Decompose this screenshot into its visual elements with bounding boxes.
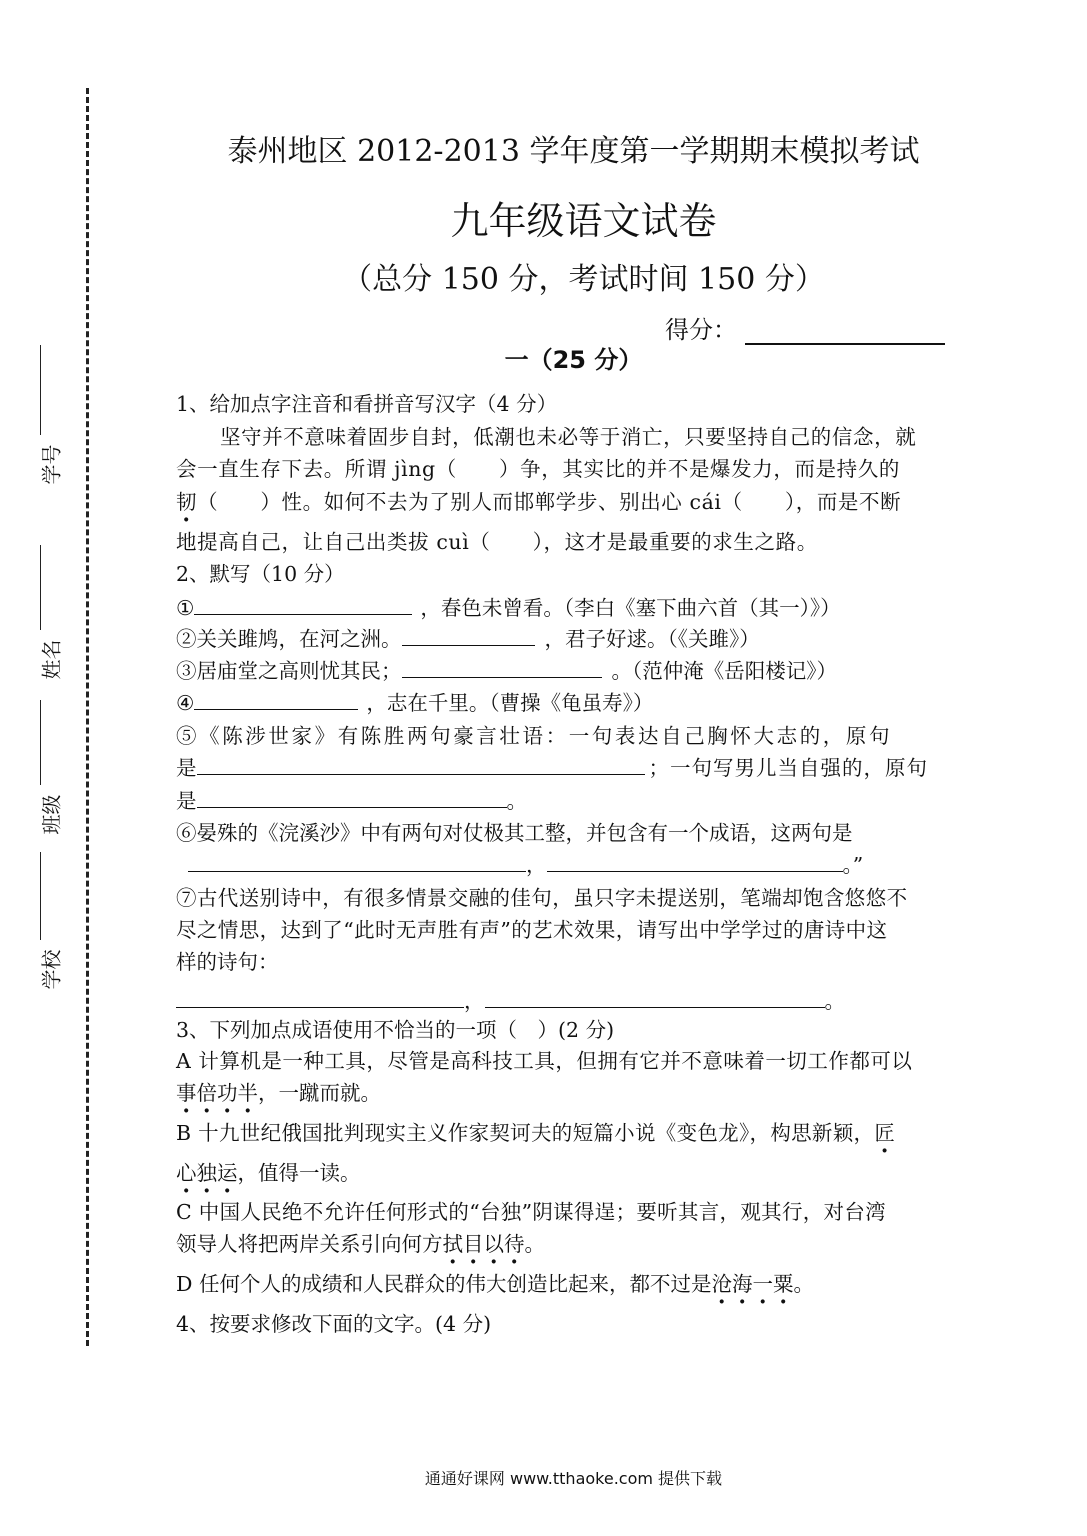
class-blank [40, 700, 41, 785]
q3-option-c-end: 。 [524, 1232, 545, 1256]
q1-line-3-text: （ ）性。如何不去为了别人而邯郸学步、别出心 cái（ ），而是不断 [197, 490, 902, 514]
q2-item-1-blank[interactable] [194, 594, 412, 615]
section-one-heading: 一（25 分） [504, 346, 643, 374]
q2-item-7-blank-2[interactable] [485, 987, 825, 1008]
q2-item-4 [176, 686, 653, 716]
dotted-char: 待 [504, 1232, 525, 1256]
q2-item-6-end: 。” [842, 853, 864, 877]
q3-option-c-text: 领导人将把两岸关系引向何方 [176, 1232, 443, 1256]
q1-line-3 [176, 485, 901, 515]
q3-option-b-text: B 十九世纪俄国批判现实主义作家契诃夫的短篇小说《变色龙》，构思新颖， [176, 1121, 875, 1145]
q1-line-2: 会一直生存下去。所谓 jìng（ ）争，其实比的并不是爆发力，而是持久的 [176, 457, 900, 481]
q2-item-5-blank-1[interactable] [197, 754, 645, 775]
q2-item-5-blank-2[interactable] [197, 787, 507, 808]
q3-option-a-rest: ，一蹴而就。 [258, 1081, 381, 1105]
dotted-char: 心 [176, 1161, 197, 1185]
q3-option-b-rest: ，值得一读。 [237, 1161, 361, 1185]
q2-item-3-blank[interactable] [402, 657, 602, 678]
q3-option-a-line-2 [176, 1076, 381, 1106]
dotted-char: 沧 [711, 1272, 732, 1296]
q2-item-3-text-a: ③居庙堂之高则忧其民； [176, 659, 402, 683]
dotted-char: 拭 [442, 1232, 463, 1256]
q2-item-1-num: ① [176, 596, 195, 620]
q3-option-c-idiom [443, 1232, 525, 1256]
exam-main-title: 泰州地区 2012-2013 学年度第一学期期末模拟考试 [227, 134, 920, 169]
q2-item-2-blank[interactable] [402, 625, 535, 646]
q2-item-2 [176, 622, 760, 652]
q2-item-5-shi-1: 是 [176, 756, 197, 780]
q2-item-1-text: ，春色未曾看。（李白《塞下曲六首（其一）》） [420, 596, 841, 620]
dotted-char: 半 [237, 1081, 258, 1105]
q2-title: 2、默写（10 分） [176, 562, 345, 586]
dotted-char: 以 [483, 1232, 504, 1256]
q3-option-b-line-2 [176, 1156, 361, 1186]
q2-item-4-text: ，志在千里。（曹操《龟虽寿》） [366, 691, 654, 715]
q1-line-1: 坚守并不意味着固步自封，低潮也未必等于消亡，只要坚持自己的信念，就 [220, 425, 917, 449]
school-label: 学校 [39, 949, 64, 990]
q2-item-6-line-2 [188, 848, 863, 878]
q2-item-5-line-3 [176, 784, 527, 814]
dotted-char: 目 [463, 1232, 484, 1256]
q1-title: 1、给加点字注音和看拼音写汉字（4 分） [176, 392, 558, 416]
q2-item-6-blank-1[interactable] [188, 851, 526, 872]
q3-option-a-line-1: A 计算机是一种工具，尽管是高科技工具，但拥有它并不意味着一切工作都可以 [176, 1049, 913, 1073]
student-number-label: 学号 [39, 444, 64, 485]
q2-item-6-comma: ， [526, 853, 547, 877]
footer-source: 通通好课网 www.tthaoke.com 提供下载 [424, 1469, 723, 1488]
dotted-char: 倍 [196, 1081, 217, 1105]
name-label: 姓名 [39, 639, 64, 680]
q3-option-a-idiom [176, 1081, 258, 1105]
dotted-char: 一 [752, 1272, 773, 1296]
q3-option-c-line-1: C 中国人民绝不允许任何形式的“台独”阴谋得逞；要听其言，观其行，对台湾 [176, 1200, 886, 1224]
q2-item-3 [176, 654, 837, 684]
q2-item-3-text-b: 。（范仲淹《岳阳楼记》） [611, 659, 837, 683]
q2-item-5-period: 。 [506, 789, 527, 813]
q2-item-5-line-1: ⑤《陈涉世家》有陈胜两句豪言壮语：一句表达自己胸怀大志的，原句 [176, 724, 893, 748]
q2-item-7-end: 。 [824, 989, 845, 1013]
q2-item-7-blank-1[interactable] [176, 987, 464, 1008]
q1-dotted-char: 韧 [176, 490, 198, 514]
q2-item-5-shi-2: 是 [176, 789, 197, 813]
q3-option-d-idiom [711, 1272, 793, 1296]
name-blank [40, 545, 41, 630]
class-label: 班级 [39, 794, 64, 835]
q3-option-d-text: D 任何个人的成绩和人民群众的伟大创造比起来，都不过是 [176, 1272, 712, 1296]
q2-item-5-line-2 [176, 751, 928, 781]
q2-item-7-line-4 [176, 984, 845, 1014]
school-blank [40, 852, 41, 940]
q2-item-4-blank[interactable] [194, 689, 358, 710]
q2-item-7-comma: ， [464, 989, 485, 1013]
q2-item-7-line-1: ⑦古代送别诗中，有很多情景交融的佳句，虽只字未提送别，笔端却饱含悠悠不 [176, 886, 908, 910]
dotted-char: 运 [217, 1161, 238, 1185]
q2-item-6-blank-2[interactable] [547, 851, 843, 872]
exam-sub-title: 九年级语文试卷 [450, 199, 717, 243]
score-label: 得分： [665, 316, 737, 344]
q4-title: 4、按要求修改下面的文字。(4 分) [176, 1312, 492, 1336]
q3-option-d-end: 。 [793, 1272, 814, 1296]
q3-option-b-line-1 [176, 1116, 895, 1146]
q2-item-7-line-2: 尽之情思，达到了“此时无声胜有声”的艺术效果，请写出中学学过的唐诗中这 [176, 918, 888, 942]
dotted-char: 独 [196, 1161, 217, 1185]
dotted-char: 粟 [772, 1272, 794, 1296]
q2-item-2-text-a: ②关关雎鸠，在河之洲。 [176, 627, 402, 651]
q3-title: 3、下列加点成语使用不恰当的一项（ ）(2 分) [176, 1018, 615, 1042]
q3-option-b-idiom [176, 1161, 238, 1185]
q2-item-6-line-1: ⑥晏殊的《浣溪沙》中有两句对仗极其工整，并包含有一个成语，这两句是 [176, 821, 853, 845]
q2-item-1 [176, 591, 841, 621]
q2-item-7-line-3: 样的诗句： [176, 950, 279, 974]
q2-item-5-text-b: ；一句写男儿当自强的，原句 [648, 756, 928, 780]
dotted-char: 海 [731, 1272, 753, 1296]
q3-option-d-line-1 [176, 1267, 814, 1297]
q3-option-c-line-2 [176, 1227, 545, 1257]
q2-item-4-num: ④ [176, 691, 195, 715]
exam-info: （总分 150 分，考试时间 150 分） [342, 262, 825, 297]
q2-item-2-text-b: ，君子好逑。（《关雎》） [544, 627, 760, 651]
dotted-char: 事 [176, 1081, 197, 1105]
q3-option-b-dotted-char: 匠 [874, 1121, 895, 1145]
dotted-char: 功 [217, 1081, 238, 1105]
q1-line-4: 地提高自己，让自己出类拔 cuì（ ），这才是最重要的求生之路。 [176, 530, 818, 554]
